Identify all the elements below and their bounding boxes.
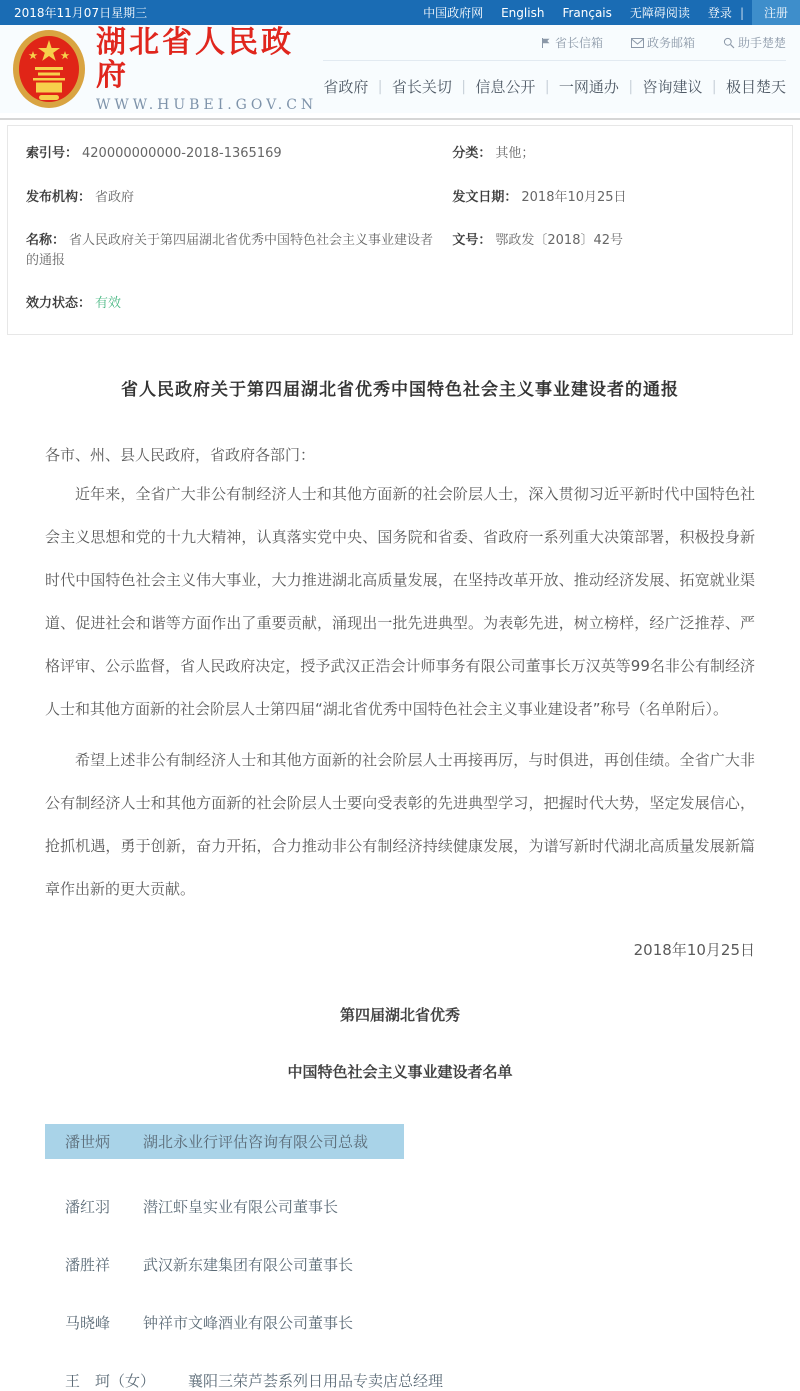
awardee-company: 武汉新东建集团有限公司董事长 <box>143 1255 354 1274</box>
national-emblem-icon <box>12 29 86 109</box>
awardee-entry <box>65 1370 443 1391</box>
nav-divider: | <box>628 78 634 95</box>
topbar-links <box>423 0 800 25</box>
meta-validity-status <box>26 294 452 314</box>
awardee-name: 潘红羽 <box>65 1197 111 1216</box>
header-divider <box>0 118 800 120</box>
flag-icon <box>540 37 552 49</box>
nav-governor-concern[interactable]: 省长关切 <box>391 78 452 96</box>
quick-link-label: 政务邮箱 <box>646 36 695 50</box>
awardee-company: 钟祥市文峰酒业有限公司董事长 <box>143 1313 354 1332</box>
header-right <box>323 25 786 113</box>
awardee-company: 湖北永业行评估咨询有限公司总裁 <box>143 1132 369 1151</box>
meta-row <box>26 132 774 176</box>
site-url: WWW.HUBEI.GOV.CN <box>96 96 318 113</box>
awardee-company: 潜江虾皇实业有限公司董事长 <box>143 1197 339 1216</box>
register-link[interactable]: 注册 <box>752 0 800 25</box>
awardee-entry <box>65 1196 338 1217</box>
link-china-gov[interactable]: 中国政府网 <box>423 6 484 20</box>
site-brand[interactable] <box>12 25 323 113</box>
nav-jimu-chutian[interactable]: 极目楚天 <box>725 78 786 96</box>
meta-document-number <box>452 231 774 270</box>
nav-divider: | <box>711 78 717 95</box>
awardee-entry <box>65 1254 353 1275</box>
list-title-line1: 第四届湖北省优秀 <box>339 1005 460 1024</box>
meta-category <box>452 144 774 164</box>
brand-text <box>96 26 323 113</box>
quick-link-label: 助手楚楚 <box>737 36 786 50</box>
awardee-entry-highlighted <box>45 1124 404 1159</box>
meta-issue-date <box>452 188 774 208</box>
nav-divider: | <box>461 78 467 95</box>
quick-links <box>323 34 786 61</box>
list-item <box>65 1254 755 1275</box>
search-icon <box>723 37 735 49</box>
awardee-name: 潘胜祥 <box>65 1255 111 1274</box>
login-link[interactable]: 登录 <box>707 6 732 20</box>
document-body <box>0 375 800 1391</box>
quick-link-label: 省长信箱 <box>554 36 603 50</box>
doc-paragraph-1: 近年来，全省广大非公有制经济人士和其他方面新的社会阶层人士，深入贯彻习近平新时代中国特色社会主义思想和党的十九大精神，认真落实党中央、国务院和省委、省政府一系列重大决策部署，积极投身新时代中国特色社会主义伟大事业，大力推进湖北高质量发展，在坚持改革开放、推动经济发展、拓宽就业渠道、促进社会和谐等方面作出了重要贡献，涌现出一批先进典型。为表彰先进，树立榜样，经广泛推荐、严格评审、公示监督，省人民政府决定，授予武汉正浩会计师事务有限公司董事长万汉英等99名非公有制经济人士和其他方面新的社会阶层人士第四届“湖北省优秀中国特色社会主义事业建设者”称号（名单附后）。 <box>45 484 755 718</box>
meta-label: 发布机构： <box>26 189 92 205</box>
awardee-list <box>45 1124 755 1391</box>
nav-provincial-government[interactable]: 省政府 <box>323 78 369 96</box>
awardee-name: 潘世炳 <box>65 1132 111 1151</box>
gov-mail-link[interactable] <box>631 34 695 51</box>
list-title-line2: 中国特色社会主义事业建设者名单 <box>287 1062 513 1081</box>
login-register-divider: | <box>739 5 744 20</box>
nav-consultation[interactable]: 咨询建议 <box>642 78 703 96</box>
meta-row <box>26 282 774 326</box>
meta-value: 省政府 <box>95 189 135 205</box>
meta-index-number <box>26 144 452 164</box>
meta-label: 名称： <box>26 233 66 248</box>
meta-issuing-agency <box>26 188 452 208</box>
list-item <box>65 1124 755 1159</box>
awardee-name: 王 珂（女） <box>65 1371 156 1390</box>
meta-document-name <box>26 231 452 270</box>
meta-label: 分类： <box>452 146 492 161</box>
mail-icon <box>631 38 644 48</box>
awardee-name: 马晓峰 <box>65 1313 111 1332</box>
nav-one-network[interactable]: 一网通办 <box>558 78 619 96</box>
governor-mailbox-link[interactable] <box>540 34 603 51</box>
meta-value: 省人民政府关于第四届湖北省优秀中国特色社会主义事业建设者的通报 <box>26 233 434 268</box>
awardee-entry <box>65 1312 353 1333</box>
document-metadata <box>7 125 793 335</box>
list-item <box>65 1196 755 1217</box>
link-accessibility[interactable]: 无障碍阅读 <box>629 6 690 20</box>
meta-label: 索引号： <box>26 146 79 161</box>
nav-info-disclosure[interactable]: 信息公开 <box>475 78 536 96</box>
nav-divider: | <box>544 78 550 95</box>
site-header <box>0 25 800 113</box>
meta-row <box>26 176 774 220</box>
link-english[interactable]: English <box>501 5 545 20</box>
doc-salutation: 各市、州、县人民政府，省政府各部门： <box>45 445 316 464</box>
meta-value: 其他； <box>495 146 535 161</box>
site-title: 湖北省人民政府 <box>96 24 294 93</box>
topbar <box>0 0 800 25</box>
topbar-date: 2018年11月07日星期三 <box>14 6 148 20</box>
meta-value: 420000000000-2018-1365169 <box>82 146 282 161</box>
doc-paragraph-2: 希望上述非公有制经济人士和其他方面新的社会阶层人士再接再厉，与时俱进，再创佳绩。全省广大非公有制经济人士和其他方面新的社会阶层人士要向受表彰的先进典型学习，把握时代大势，坚定发展信心，抢抓机遇，勇于创新，奋力开拓，合力推动非公有制经济持续健康发展，为谱写新时代湖北高质量发展新篇章作出新的更大贡献。 <box>45 750 755 898</box>
meta-value: 2018年10月25日 <box>521 189 627 205</box>
status-badge: 有效 <box>95 296 122 311</box>
link-francais[interactable]: Français <box>562 5 612 20</box>
awardee-company: 襄阳三荣芦荟系列日用品专卖店总经理 <box>188 1371 444 1390</box>
meta-row <box>26 219 774 282</box>
meta-label: 文号： <box>452 233 492 248</box>
list-item <box>65 1370 755 1391</box>
nav-divider: | <box>377 78 383 95</box>
assistant-chuchu-link[interactable] <box>723 34 786 51</box>
doc-date: 2018年10月25日 <box>633 940 755 959</box>
main-nav <box>323 61 786 97</box>
meta-label: 发文日期： <box>452 189 518 205</box>
page-title: 省人民政府关于第四届湖北省优秀中国特色社会主义事业建设者的通报 <box>121 379 679 400</box>
meta-value: 鄂政发〔2018〕42号 <box>495 233 624 248</box>
meta-label: 效力状态： <box>26 296 92 311</box>
list-item <box>65 1312 755 1333</box>
